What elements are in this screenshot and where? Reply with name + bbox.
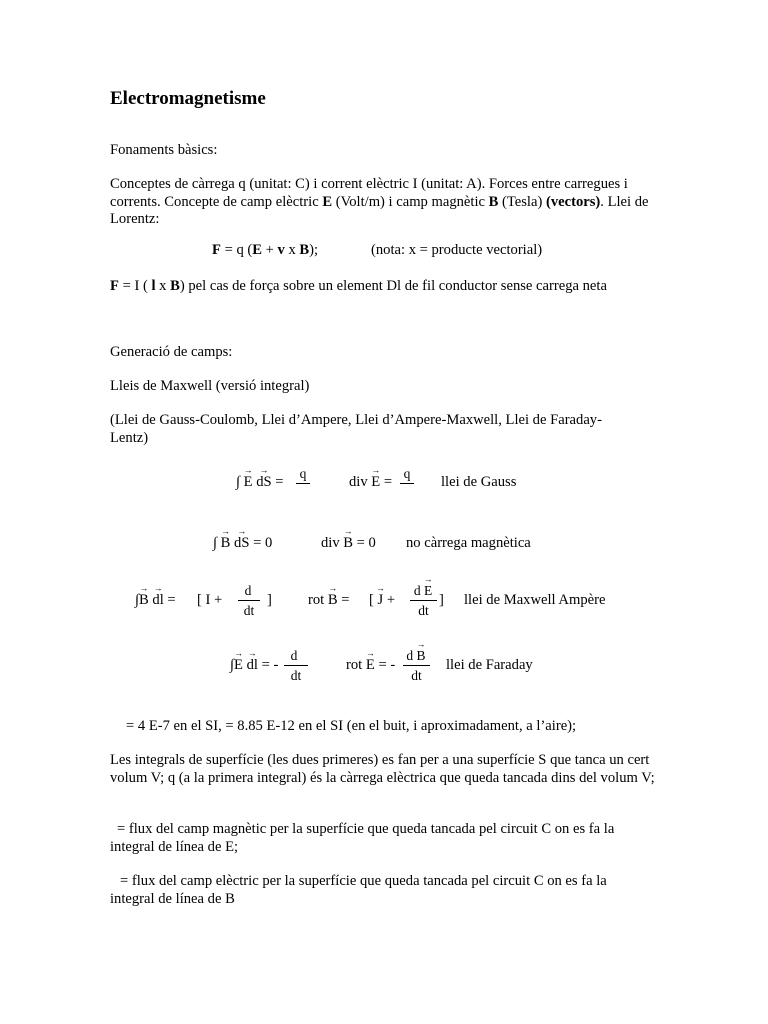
gauss-fraction-bar-2	[400, 483, 414, 484]
gauss-numerator: q	[299, 466, 307, 481]
faraday-dB-numerator: d → B	[403, 648, 429, 663]
gauss-numerator-2: q	[403, 466, 411, 481]
flux-e-paragraph: = flux del camp elèctric per la superfície que queda tancada pel circuit C on es fa la integral de línea de B	[110, 873, 607, 907]
basics-heading: Fonaments bàsics:	[110, 142, 218, 158]
gauss-law-name: llei de Gauss	[441, 474, 517, 490]
ampere-d-numerator: d	[244, 583, 252, 598]
flux-b-paragraph: = flux del camp magnètic per la superfície que queda tancada pel circuit C on es fa la integral de línea de E;	[110, 821, 615, 855]
magnetic-integral-form: ∫ → B → dS = 0	[213, 535, 272, 552]
gauss-fraction-bar	[296, 483, 310, 484]
page-title: Electromagnetisme	[110, 88, 266, 109]
ampere-bracket-close-2: ]	[439, 592, 444, 608]
magnetic-differential-form: div → B = 0	[321, 535, 376, 552]
basics-paragraph: Conceptes de càrrega q (unitat: C) i corrent elèctric I (unitat: A). Forces entre carregues i corrents. Concepte de camp elèctric E (Volt/m) i camp magnètic B (Tesla) (vectors). Llei de Lorentz:	[110, 176, 649, 227]
faraday-dt-denominator: dt	[290, 668, 302, 683]
gauss-integral-form: ∫ → E → dS =	[236, 474, 284, 491]
ampere-dt-denominator-2: dt	[418, 603, 429, 618]
wire-force-equation: F = I ( l x B) pel cas de força sobre un element Dl de fil conductor sense carrega neta	[110, 278, 607, 294]
surface-integrals-paragraph: Les integrals de superfície (les dues primeres) es fan per a una superfície S que tanca un cert volum V; q (a la primera integral) és la càrrega elèctrica que queda tancada dins del volum V;	[110, 752, 655, 786]
ampere-differential-form: rot → B =	[308, 592, 350, 609]
ampere-bracket-close: ]	[267, 592, 272, 608]
ampere-fraction-bar	[238, 600, 260, 601]
lorentz-note: (nota: x = producte vectorial)	[371, 242, 543, 258]
faraday-integral-form: ∫→ E → dl = -	[230, 657, 278, 674]
laws-list: (Llei de Gauss-Coulomb, Llei d’Ampere, Llei d’Ampere-Maxwell, Llei de Faraday-Lentz)	[110, 412, 602, 446]
faraday-fraction-bar	[284, 665, 308, 666]
ampere-integral-form: ∫→ B → dl =	[135, 592, 176, 609]
faraday-law-name: llei de Faraday	[446, 657, 533, 673]
magnetic-law-name: no càrrega magnètica	[406, 535, 531, 551]
gauss-differential-form: div → E =	[349, 474, 392, 491]
ampere-law-name: llei de Maxwell Ampère	[464, 592, 606, 608]
maxwell-heading: Lleis de Maxwell (versió integral)	[110, 378, 310, 394]
faraday-fraction-bar-2	[403, 665, 430, 666]
constants-line: = 4 E-7 en el SI, = 8.85 E-12 en el SI (en el buit, i aproximadament, a l’aire);	[126, 718, 577, 734]
faraday-d-numerator: d	[290, 648, 298, 663]
ampere-rhs: [ → J +	[369, 592, 395, 609]
ampere-dE-numerator: d → E	[410, 583, 436, 598]
ampere-dt-denominator: dt	[243, 603, 255, 618]
ampere-fraction-bar-2	[410, 600, 437, 601]
faraday-differential-form: rot → E = -	[346, 657, 395, 674]
fields-heading: Generació de camps:	[110, 344, 233, 360]
faraday-dt-denominator-2: dt	[411, 668, 422, 683]
ampere-bracket-open: [ I +	[197, 592, 223, 608]
lorentz-law-equation: F = q (E + v x B);	[212, 242, 319, 258]
